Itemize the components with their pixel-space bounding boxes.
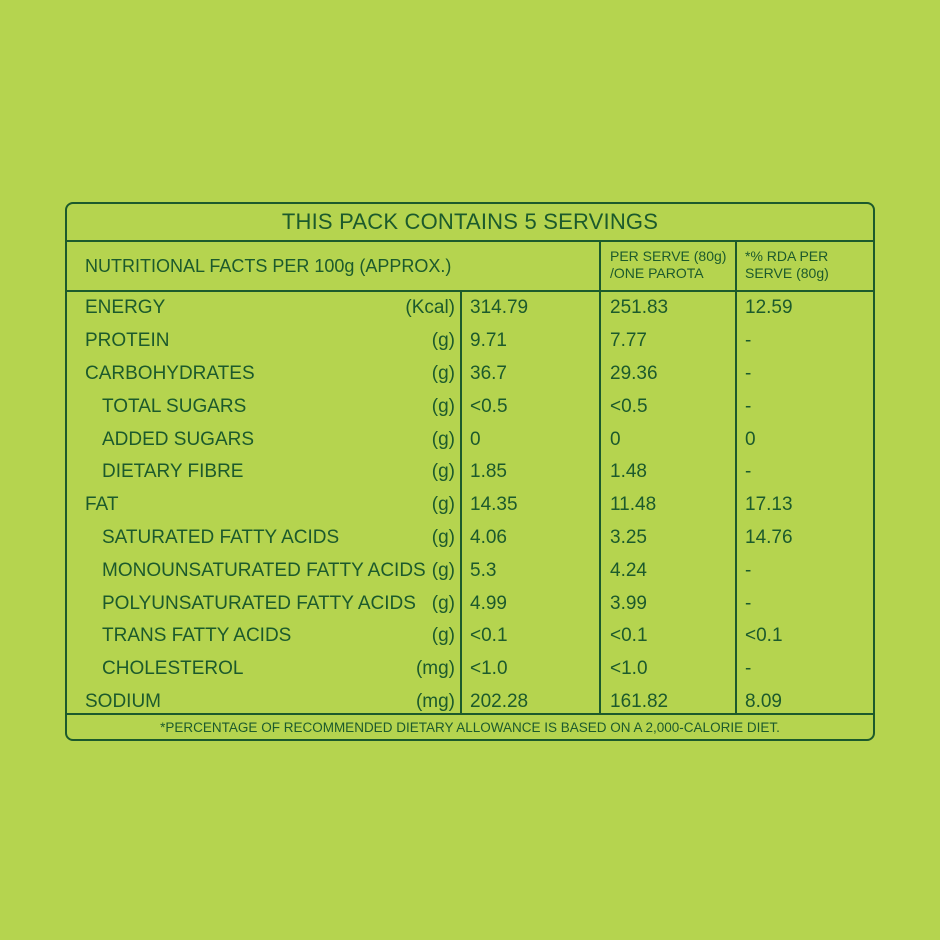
value-per-100g: 1.85 [470,461,507,483]
table-row [67,423,873,456]
value-rda: - [745,395,752,417]
nutrient-name: PROTEIN [85,330,170,352]
nutrient-unit: (g) [431,559,455,581]
table-row [67,292,873,325]
nutrient-unit: (Kcal) [405,297,455,319]
value-per-serve: 251.83 [610,297,669,319]
nutrient-unit: (g) [431,395,455,417]
header-per-serve-line1: PER SERVE (80g) [610,248,727,264]
nutrient-unit: (g) [431,526,455,548]
nutrient-name: ADDED SUGARS [102,428,255,450]
value-per-serve: <1.0 [610,658,648,680]
header-per-serve [610,248,726,282]
table-row [67,390,873,423]
value-rda: 0 [745,428,756,450]
table-row [67,325,873,358]
value-per-100g: 314.79 [470,297,529,319]
nutrient-unit: (g) [431,494,455,516]
nutrient-name: FAT [85,494,119,516]
nutrient-name: POLYUNSATURATED FATTY ACIDS [102,592,416,614]
value-per-serve: 0 [610,428,621,450]
value-per-100g: 36.7 [470,362,507,384]
value-per-100g: 0 [470,428,481,450]
value-per-serve: <0.1 [610,625,648,647]
value-rda: 8.09 [745,690,782,712]
table-row [67,554,873,587]
value-per-100g: 9.71 [470,330,507,352]
value-per-100g: 202.28 [470,690,529,712]
nutrient-unit: (g) [431,330,455,352]
value-per-serve: 4.24 [610,559,647,581]
value-per-100g: 4.99 [470,592,507,614]
value-rda: - [745,461,752,483]
value-rda: - [745,592,752,614]
servings-title: THIS PACK CONTAINS 5 SERVINGS [67,204,873,242]
value-per-serve: 1.48 [610,461,647,483]
value-per-100g: <1.0 [470,658,508,680]
nutrient-name: ENERGY [85,297,166,319]
value-per-100g: 14.35 [470,494,518,516]
header-rda-line2: SERVE (80g) [745,265,829,281]
nutrient-name: CARBOHYDRATES [85,362,255,384]
value-rda: - [745,658,752,680]
table-row [67,489,873,522]
nutrient-name: DIETARY FIBRE [102,461,244,483]
value-per-serve: 3.25 [610,526,647,548]
nutrient-unit: (g) [431,461,455,483]
value-rda: - [745,559,752,581]
nutrient-unit: (g) [431,362,455,384]
nutrition-facts-panel [65,202,875,741]
value-per-100g: 5.3 [470,559,497,581]
value-rda: 17.13 [745,494,793,516]
value-rda: <0.1 [745,625,783,647]
value-per-serve: <0.5 [610,395,648,417]
value-per-100g: 4.06 [470,526,507,548]
rda-footnote: *PERCENTAGE OF RECOMMENDED DIETARY ALLOWANCE IS BASED ON A 2,000-CALORIE DIET. [67,713,873,739]
header-rda [745,248,829,282]
table-header-row [67,242,873,292]
nutrient-name: TOTAL SUGARS [102,395,247,417]
value-per-serve: 7.77 [610,330,647,352]
value-rda: 14.76 [745,526,793,548]
nutrient-unit: (g) [431,592,455,614]
value-per-serve: 161.82 [610,690,669,712]
value-per-serve: 29.36 [610,362,658,384]
nutrient-name: TRANS FATTY ACIDS [102,625,292,647]
header-per-serve-line2: /ONE PAROTA [610,265,704,281]
table-row [67,358,873,391]
table-row [67,456,873,489]
table-row [67,587,873,620]
nutrient-unit: (mg) [415,658,455,680]
nutrient-unit: (g) [431,428,455,450]
value-rda: 12.59 [745,297,793,319]
nutrient-unit: (mg) [415,690,455,712]
header-rda-line1: *% RDA PER [745,248,829,264]
table-row [67,653,873,686]
table-row [67,522,873,555]
value-rda: - [745,330,752,352]
value-per-serve: 3.99 [610,592,647,614]
value-rda: - [745,362,752,384]
nutrient-name: CHOLESTEROL [102,658,244,680]
table-row [67,620,873,653]
value-per-serve: 11.48 [610,494,657,516]
nutrient-name: SATURATED FATTY ACIDS [102,526,340,548]
value-per-100g: <0.1 [470,625,508,647]
nutrient-name: MONOUNSATURATED FATTY ACIDS [102,559,426,581]
nutrient-name: SODIUM [85,690,161,712]
nutrient-unit: (g) [431,625,455,647]
value-per-100g: <0.5 [470,395,508,417]
header-per-100g: NUTRITIONAL FACTS PER 100g (APPROX.) [85,255,452,276]
